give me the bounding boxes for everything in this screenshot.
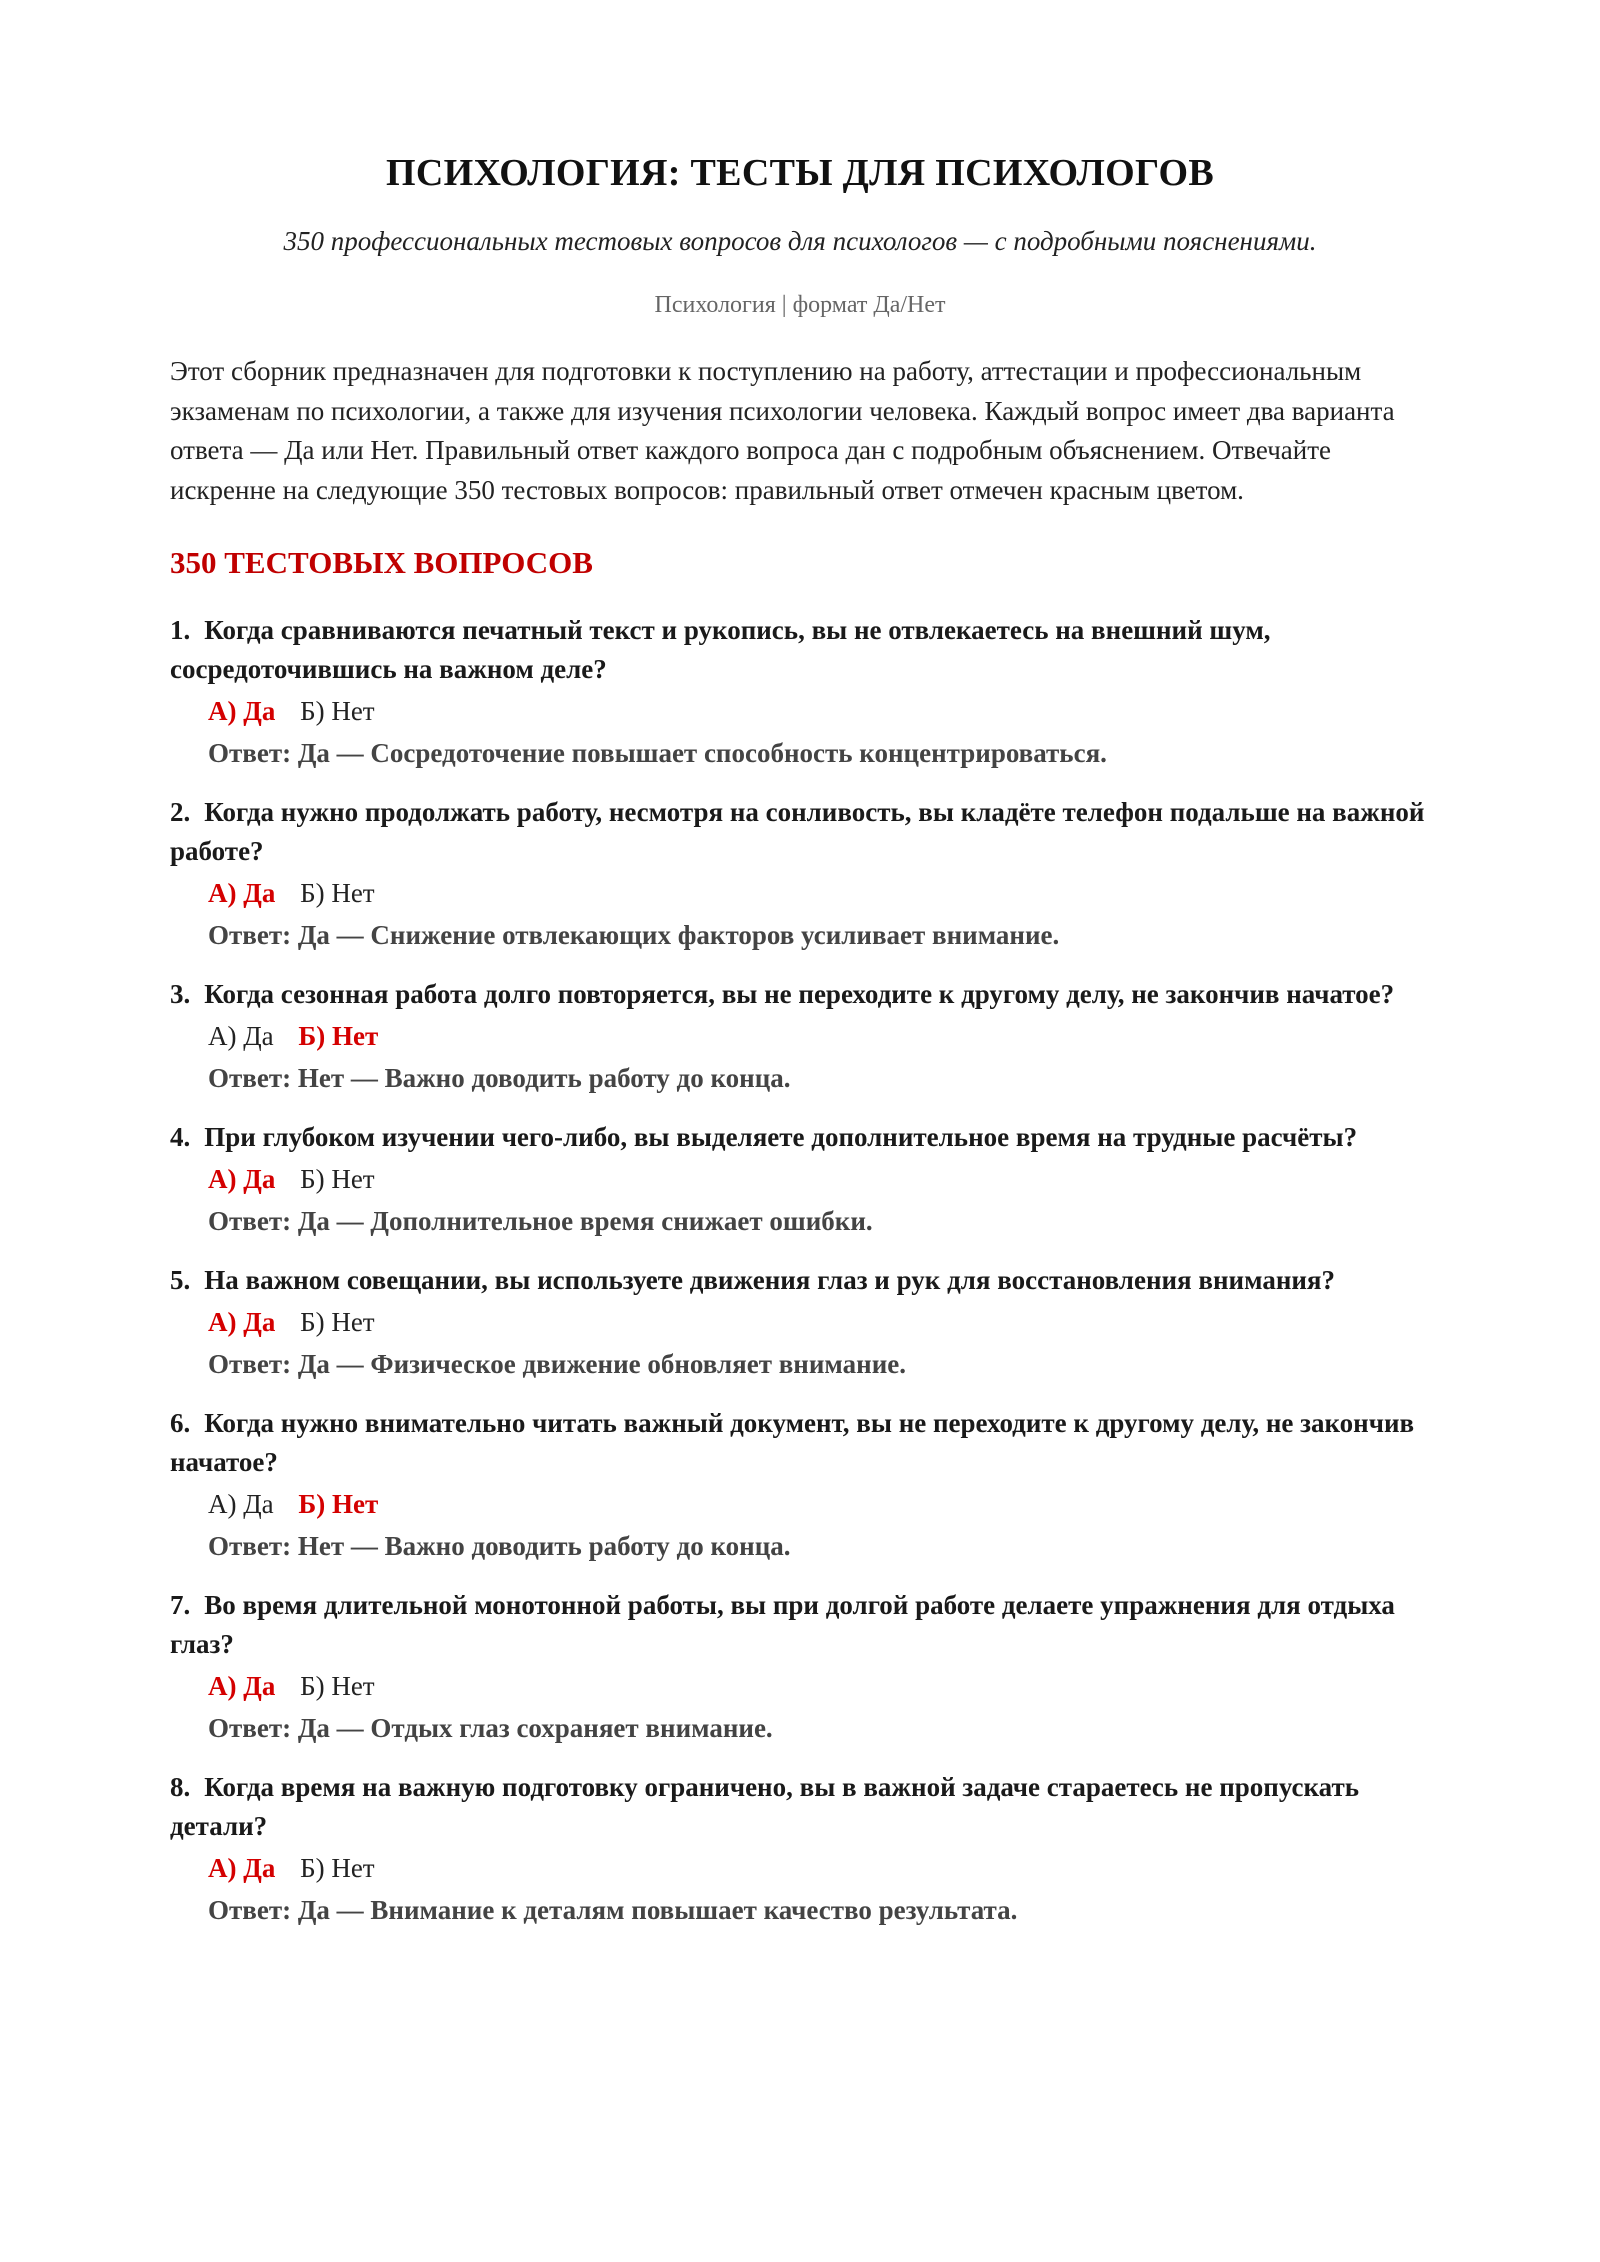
option-a: А) Да xyxy=(208,1164,276,1194)
answer-explanation: Ответ: Да — Отдых глаз сохраняет внимание. xyxy=(208,1713,773,1743)
answer-explanation: Ответ: Да — Внимание к деталям повышает качество результата. xyxy=(208,1895,1018,1925)
answer-options xyxy=(208,692,1430,731)
question-body: На важном совещании, вы используете движения глаз и рук для восстановления внимания? xyxy=(204,1265,1336,1295)
answer-options xyxy=(208,1160,1430,1199)
option-a: А) Да xyxy=(208,1307,276,1337)
answer-explanation: Ответ: Да — Физическое движение обновляет внимание. xyxy=(208,1349,906,1379)
meta-separator: | xyxy=(781,292,787,318)
question-body: Когда сравниваются печатный текст и рукопись, вы не отвлекаетесь на внешний шум, сосредоточившись на важном деле? xyxy=(170,615,1271,684)
option-b: Б) Нет xyxy=(300,1671,375,1701)
meta-format: формат Да/Нет xyxy=(792,292,946,318)
question-item xyxy=(170,1261,1430,1384)
option-a: А) Да xyxy=(208,1021,274,1051)
question-item xyxy=(170,793,1430,955)
question-item xyxy=(170,1404,1430,1566)
question-number: 5. xyxy=(170,1265,191,1295)
document-title: ПСИХОЛОГИЯ: ТЕСТЫ ДЛЯ ПСИХОЛОГОВ xyxy=(386,152,1214,194)
option-a: А) Да xyxy=(208,696,276,726)
answer-explanation: Ответ: Нет — Важно доводить работу до конца. xyxy=(208,1063,791,1093)
option-a: А) Да xyxy=(208,878,276,908)
question-body: Когда время на важную подготовку ограничено, вы в важной задаче стараетесь не пропускать детали? xyxy=(170,1772,1359,1841)
question-text xyxy=(170,975,1430,1014)
question-number: 4. xyxy=(170,1122,191,1152)
question-number: 8. xyxy=(170,1772,191,1802)
answer-explanation: Ответ: Да — Снижение отвлекающих факторов усиливает внимание. xyxy=(208,920,1060,950)
option-b: Б) Нет xyxy=(300,878,375,908)
question-item xyxy=(170,611,1430,773)
option-b: Б) Нет xyxy=(298,1021,379,1051)
option-a: А) Да xyxy=(208,1853,276,1883)
option-b: Б) Нет xyxy=(300,696,375,726)
question-text xyxy=(170,1261,1430,1300)
question-body: Когда нужно внимательно читать важный документ, вы не переходите к другому делу, не закончив начатое? xyxy=(170,1408,1415,1477)
question-item xyxy=(170,1768,1430,1930)
question-text xyxy=(170,611,1430,689)
question-number: 6. xyxy=(170,1408,191,1438)
question-item xyxy=(170,1586,1430,1748)
question-number: 7. xyxy=(170,1590,191,1620)
question-text xyxy=(170,1404,1430,1482)
option-b: Б) Нет xyxy=(300,1853,375,1883)
answer-options xyxy=(208,1303,1430,1342)
question-text xyxy=(170,793,1430,871)
answer-options xyxy=(208,1849,1430,1888)
answer-options xyxy=(208,1485,1430,1524)
question-list xyxy=(170,611,1430,1930)
question-text xyxy=(170,1768,1430,1846)
question-body: Когда нужно продолжать работу, несмотря на сонливость, вы кладёте телефон подальше на важной работе? xyxy=(170,797,1425,866)
question-number: 3. xyxy=(170,979,191,1009)
document-meta xyxy=(170,290,1430,320)
option-b: Б) Нет xyxy=(298,1489,379,1519)
question-item xyxy=(170,1118,1430,1241)
question-number: 2. xyxy=(170,797,191,827)
answer-options xyxy=(208,1667,1430,1706)
question-text xyxy=(170,1118,1430,1157)
meta-category: Психология xyxy=(654,292,776,318)
question-body: При глубоком изучении чего-либо, вы выделяете дополнительное время на трудные расчёты? xyxy=(204,1122,1358,1152)
question-body: Во время длительной монотонной работы, вы при долгой работе делаете упражнения для отдыха глаз? xyxy=(170,1590,1395,1659)
answer-explanation: Ответ: Нет — Важно доводить работу до конца. xyxy=(208,1531,791,1561)
answer-options xyxy=(208,874,1430,913)
answer-options xyxy=(208,1017,1430,1056)
answer-explanation: Ответ: Да — Сосредоточение повышает способность концентрироваться. xyxy=(208,738,1107,768)
document-subtitle: 350 профессиональных тестовых вопросов для психологов — с подробными пояснениями. xyxy=(283,226,1317,256)
option-b: Б) Нет xyxy=(300,1164,375,1194)
answer-explanation: Ответ: Да — Дополнительное время снижает ошибки. xyxy=(208,1206,873,1236)
option-a: А) Да xyxy=(208,1671,276,1701)
section-heading: 350 ТЕСТОВЫХ ВОПРОСОВ xyxy=(170,545,593,580)
question-item xyxy=(170,975,1430,1098)
question-body: Когда сезонная работа долго повторяется, вы не переходите к другому делу, не закончив начатое? xyxy=(204,979,1395,1009)
option-a: А) Да xyxy=(208,1489,274,1519)
intro-paragraph: Этот сборник предназначен для подготовки к поступлению на работу, аттестации и профессиональным экзаменам по психологии, а также для изучения психологии человека. Каждый вопрос имеет два варианта ответа — Да или Нет. Правильный ответ каждого вопроса дан с подробным объяснением. Отвечайте искренне на следующие 350 тестовых вопросов: правильный ответ отмечен красным цветом. xyxy=(170,356,1395,505)
option-b: Б) Нет xyxy=(300,1307,375,1337)
question-number: 1. xyxy=(170,615,191,645)
question-text xyxy=(170,1586,1430,1664)
